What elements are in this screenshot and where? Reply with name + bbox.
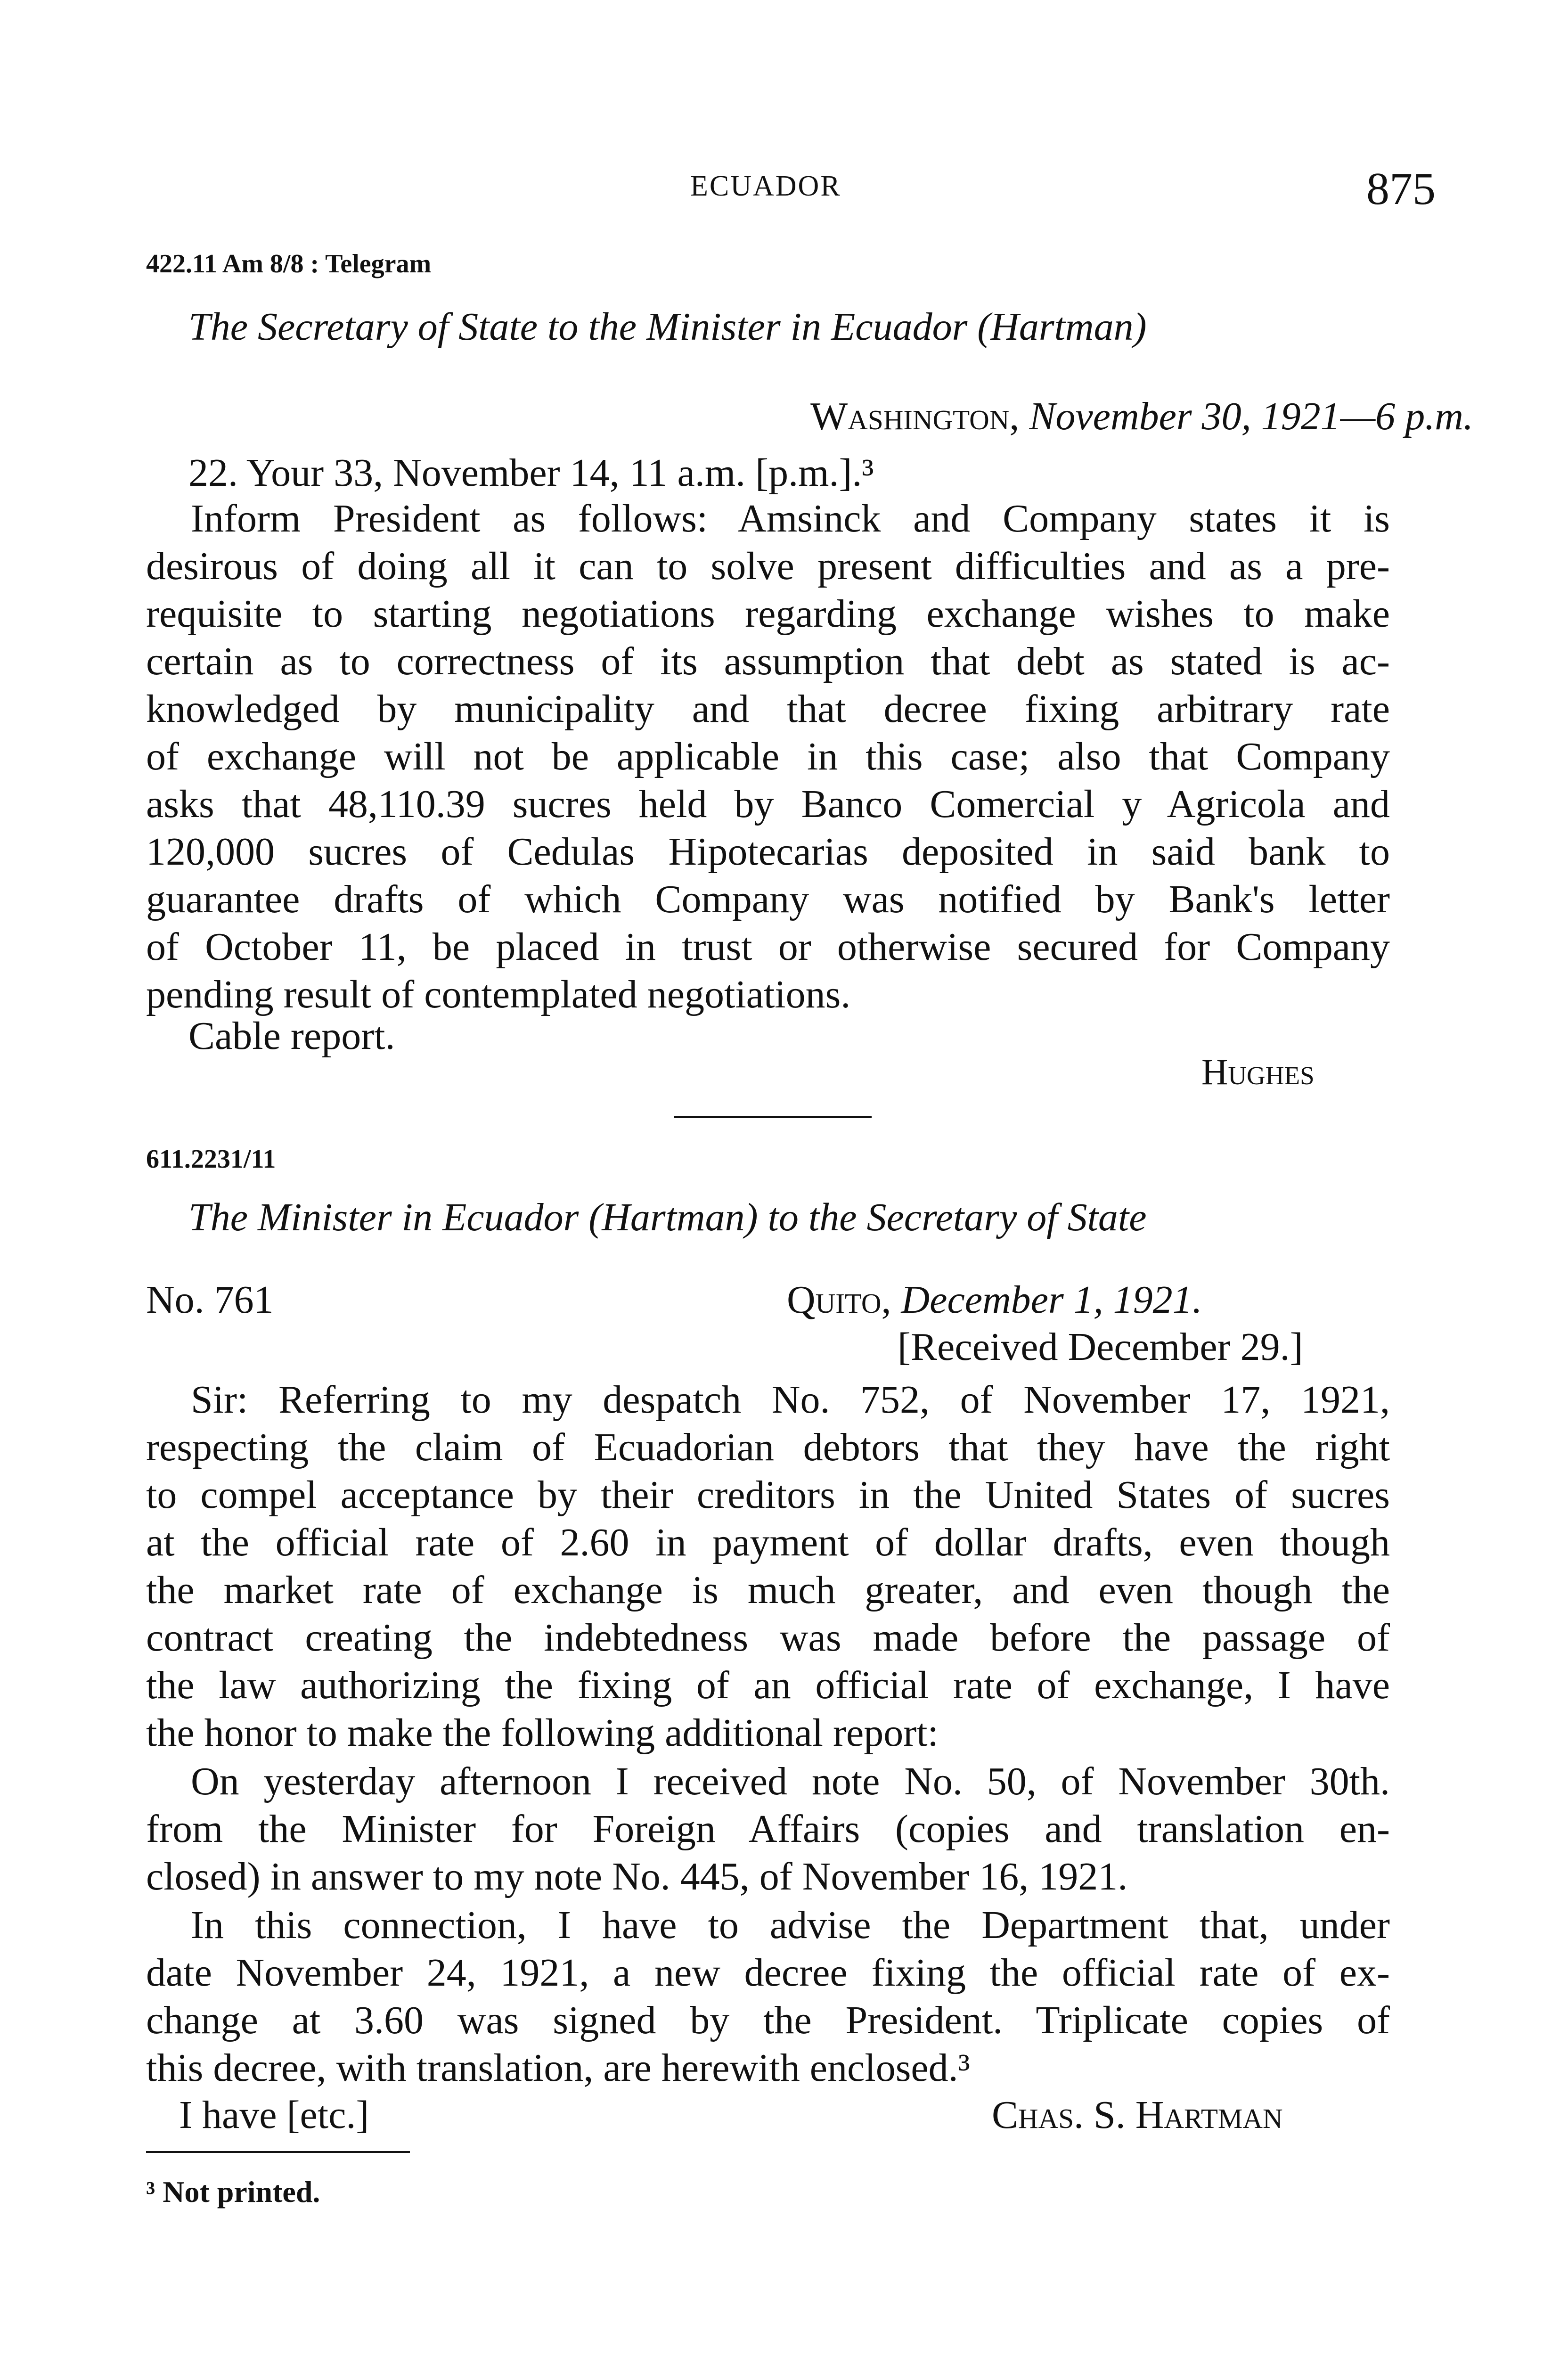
body-line: from the Minister for Foreign Affairs (copies and translation en- xyxy=(146,1807,1390,1851)
document-heading: The Secretary of State to the Minister in Ecuador (Hartman) xyxy=(188,305,1147,349)
dateline xyxy=(810,393,1473,439)
dateline-date: December 1, 1921. xyxy=(901,1278,1202,1322)
telegram-reference: 22. Your 33, November 14, 11 a.m. [p.m.].³ xyxy=(188,451,874,495)
page-number: 875 xyxy=(1366,164,1436,214)
telegram-body xyxy=(146,495,1390,1018)
body-line: date November 24, 1921, a new decree fixing the official rate of ex- xyxy=(146,1951,1390,1995)
document-heading: The Minister in Ecuador (Hartman) to the Secretary of State xyxy=(188,1195,1147,1239)
body-line: the honor to make the following additional report: xyxy=(146,1711,939,1755)
body-line: Inform President as follows: Amsinck and Company states it is xyxy=(191,497,1390,540)
body-line: this decree, with translation, are herewith enclosed.³ xyxy=(146,2046,970,2090)
dateline xyxy=(787,1277,1202,1323)
closing: Cable report. xyxy=(188,1014,395,1058)
signature: Chas. S. Hartman xyxy=(992,2093,1283,2137)
body-line: requisite to starting negotiations regarding exchange wishes to make xyxy=(146,592,1390,636)
file-number: 422.11 Am 8/8 : Telegram xyxy=(146,249,432,278)
received-note: [Received December 29.] xyxy=(898,1325,1303,1369)
body-line: respecting the claim of Ecuadorian debtors that they have the right xyxy=(146,1425,1390,1469)
closing: I have [etc.] xyxy=(179,2093,369,2137)
despatch-number: No. 761 xyxy=(146,1278,274,1322)
body-line: pending result of contemplated negotiations. xyxy=(146,973,851,1016)
body-line: On yesterday afternoon I received note No. 50, of November 30th. xyxy=(191,1759,1390,1803)
footnote: ³ Not printed. xyxy=(146,2175,320,2209)
dateline-place: Quito, xyxy=(787,1278,891,1322)
body-line: certain as to correctness of its assumption that debt as stated is ac- xyxy=(146,639,1390,683)
dateline-place: Washington, xyxy=(810,394,1020,438)
body-line: In this connection, I have to advise the Department that, under xyxy=(191,1903,1390,1947)
body-line: Sir: Referring to my despatch No. 752, of November 17, 1921, xyxy=(191,1378,1390,1422)
body-line: the law authorizing the fixing of an official rate of exchange, I have xyxy=(146,1663,1390,1707)
despatch-paragraph-1 xyxy=(146,1376,1390,1757)
body-line: contract creating the indebtedness was made before the passage of xyxy=(146,1616,1390,1660)
body-line: of exchange will not be applicable in this case; also that Company xyxy=(146,735,1390,778)
body-line: desirous of doing all it can to solve present difficulties and as a pre- xyxy=(146,544,1390,588)
despatch-paragraph-2 xyxy=(146,1758,1390,1900)
despatch-paragraph-3 xyxy=(146,1901,1390,2092)
body-line: change at 3.60 was signed by the President. Triplicate copies of xyxy=(146,1998,1390,2042)
body-line: closed) in answer to my note No. 445, of November 16, 1921. xyxy=(146,1855,1128,1898)
body-line: at the official rate of 2.60 in payment of dollar drafts, even though xyxy=(146,1521,1390,1564)
body-line: asks that 48,110.39 sucres held by Banco Comercial y Agricola and xyxy=(146,782,1390,826)
body-line: 120,000 sucres of Cedulas Hipotecarias deposited in said bank to xyxy=(146,830,1390,874)
signature: Hughes xyxy=(1201,1051,1315,1092)
footnote-rule xyxy=(146,2151,410,2153)
dateline-date: November 30, 1921—6 p.m. xyxy=(1029,394,1473,438)
body-line: guarantee drafts of which Company was notified by Bank's letter xyxy=(146,877,1390,921)
body-line: to compel acceptance by their creditors in the United States of sucres xyxy=(146,1473,1390,1517)
body-line: of October 11, be placed in trust or otherwise secured for Company xyxy=(146,925,1390,969)
section-divider xyxy=(674,1116,872,1118)
body-line: the market rate of exchange is much greater, and even though the xyxy=(146,1568,1390,1612)
body-line: knowledged by municipality and that decree fixing arbitrary rate xyxy=(146,687,1390,731)
running-head: ECUADOR xyxy=(690,170,841,202)
file-number: 611.2231/11 xyxy=(146,1145,276,1174)
